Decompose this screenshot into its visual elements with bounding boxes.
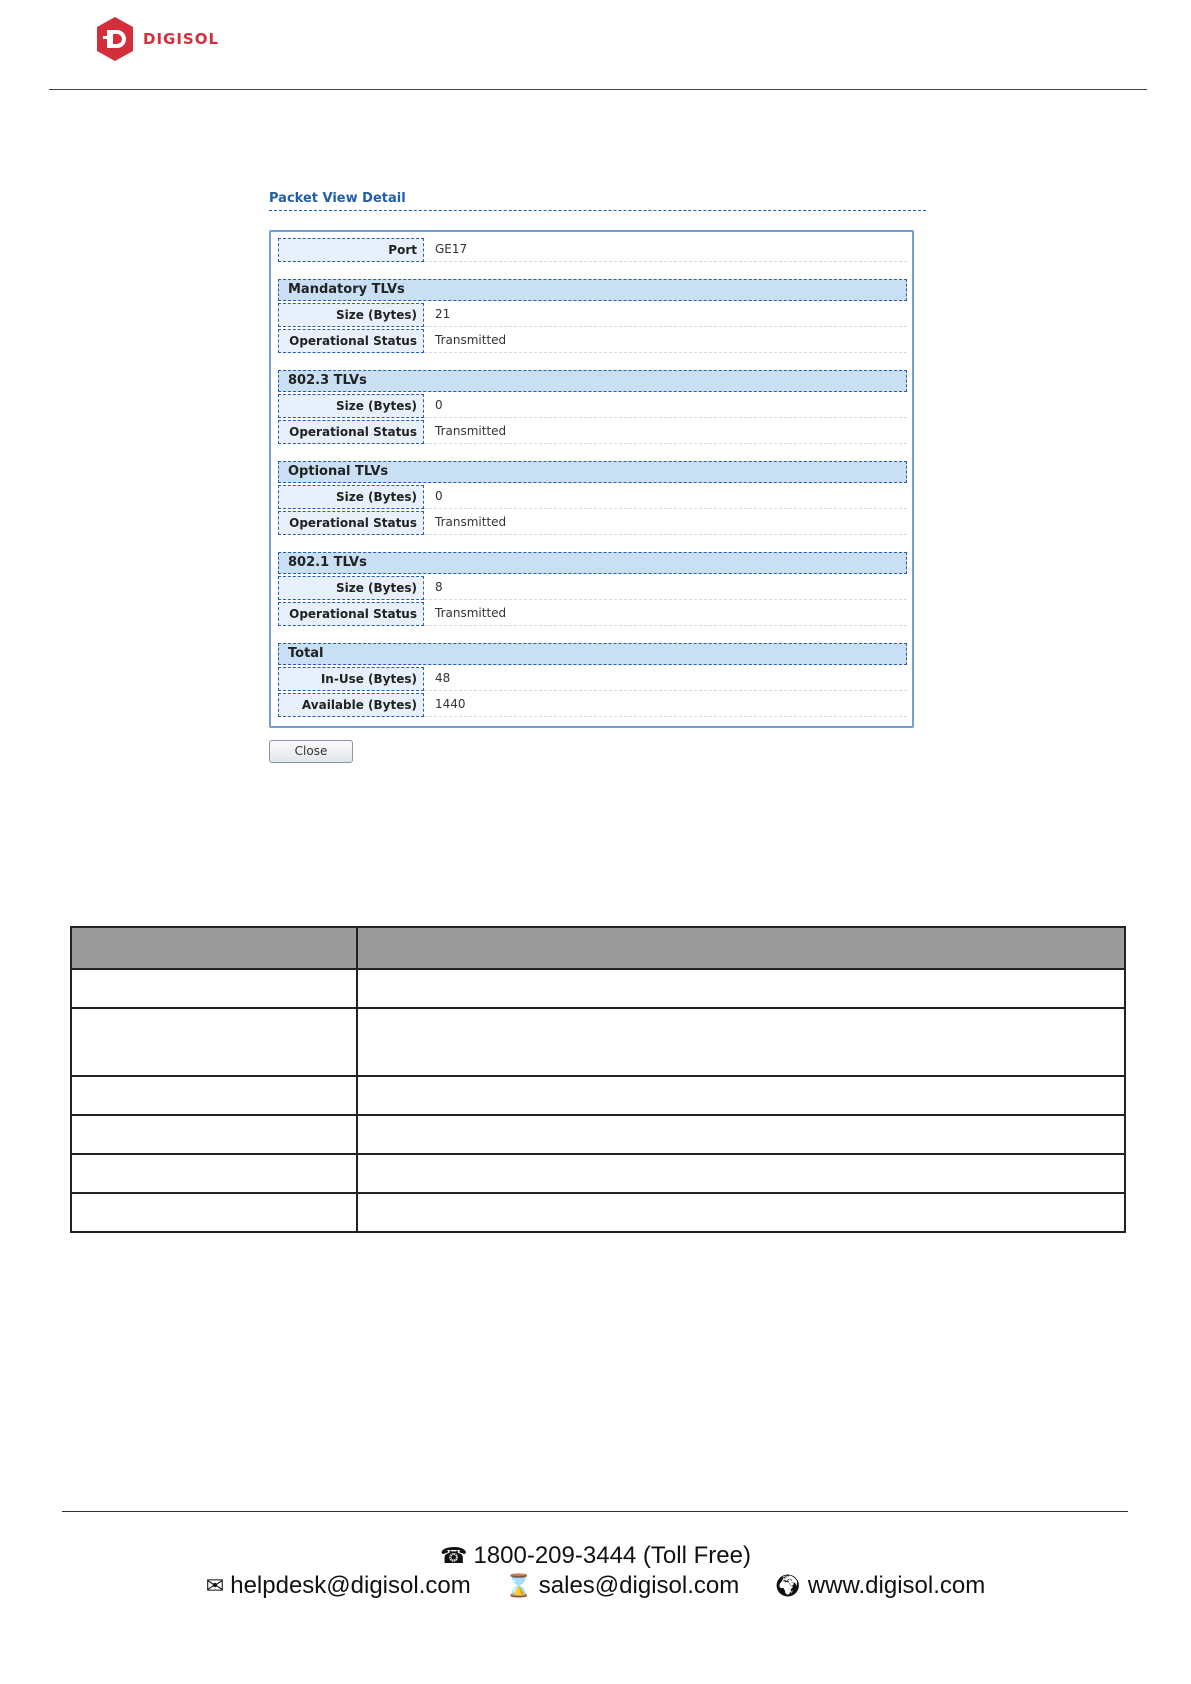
footer-divider <box>62 1511 1128 1512</box>
digisol-logo <box>95 16 219 62</box>
table-cell <box>71 969 357 1008</box>
table-cell <box>357 1008 1125 1076</box>
8021-status-row <box>278 602 907 626</box>
packet-view-panel <box>269 230 914 728</box>
row-label: Size (Bytes) <box>278 303 424 327</box>
table-cell <box>357 1076 1125 1115</box>
table-cell <box>357 1154 1125 1193</box>
section-optional-tlvs: Optional TLVs <box>278 461 907 483</box>
row-value: 0 <box>424 485 907 509</box>
mandatory-status-row <box>278 329 907 353</box>
sales-item[interactable] <box>505 1572 739 1599</box>
row-label: Size (Bytes) <box>278 576 424 600</box>
row-value: Transmitted <box>424 420 907 444</box>
table-row <box>71 1008 1125 1076</box>
row-label: Operational Status <box>278 329 424 353</box>
port-label: Port <box>278 238 424 262</box>
table-cell <box>357 1115 1125 1154</box>
row-value: 0 <box>424 394 907 418</box>
port-value: GE17 <box>424 238 907 262</box>
row-value: 48 <box>424 667 907 691</box>
row-label: Size (Bytes) <box>278 394 424 418</box>
total-available-row <box>278 693 907 717</box>
helpdesk-item[interactable] <box>206 1572 471 1599</box>
panel-title: Packet View Detail <box>269 191 406 206</box>
phone-icon: ☎ <box>440 1543 468 1568</box>
table-cell <box>71 1076 357 1115</box>
row-label: Size (Bytes) <box>278 485 424 509</box>
total-inuse-row <box>278 667 907 691</box>
row-value: 21 <box>424 303 907 327</box>
description-table <box>70 926 1126 1233</box>
row-value: Transmitted <box>424 602 907 626</box>
table-row <box>71 1193 1125 1232</box>
table-row <box>71 969 1125 1008</box>
helpdesk-email[interactable]: helpdesk@digisol.com <box>230 1572 471 1599</box>
footer-contact-line <box>0 1572 1191 1600</box>
row-label: Operational Status <box>278 511 424 535</box>
table-cell <box>71 1008 357 1076</box>
table-cell <box>71 1115 357 1154</box>
globe-icon: 🌍︎ <box>773 1573 802 1598</box>
footer-phone-line <box>0 1542 1191 1570</box>
8023-size-row <box>278 394 907 418</box>
table-cell <box>357 1193 1125 1232</box>
table-header-row <box>71 927 1125 969</box>
8023-status-row <box>278 420 907 444</box>
table-row <box>71 1154 1125 1193</box>
phone-number: 1800-209-3444 (Toll Free) <box>473 1542 751 1569</box>
section-total: Total <box>278 643 907 665</box>
hourglass-icon: ⌛ <box>505 1573 533 1598</box>
brand-name: DIGISOL <box>143 30 220 48</box>
row-label: In-Use (Bytes) <box>278 667 424 691</box>
table-cell <box>357 969 1125 1008</box>
mail-icon: ✉ <box>205 1573 225 1598</box>
table-cell <box>71 1193 357 1232</box>
section-802-3-tlvs: 802.3 TLVs <box>278 370 907 392</box>
close-button[interactable]: Close <box>269 740 353 763</box>
row-value: Transmitted <box>424 511 907 535</box>
table-header-cell <box>357 927 1125 969</box>
table-row <box>71 1076 1125 1115</box>
section-802-1-tlvs: 802.1 TLVs <box>278 552 907 574</box>
section-mandatory-tlvs: Mandatory TLVs <box>278 279 907 301</box>
website-link[interactable]: www.digisol.com <box>807 1572 986 1599</box>
mandatory-size-row <box>278 303 907 327</box>
digisol-logo-icon <box>95 16 135 62</box>
table-header-cell <box>71 927 357 969</box>
row-label: Operational Status <box>278 602 424 626</box>
row-label: Available (Bytes) <box>278 693 424 717</box>
optional-status-row <box>278 511 907 535</box>
row-label: Operational Status <box>278 420 424 444</box>
website-item[interactable] <box>774 1572 985 1599</box>
row-value: Transmitted <box>424 329 907 353</box>
row-value: 1440 <box>424 693 907 717</box>
port-row <box>278 238 907 262</box>
optional-size-row <box>278 485 907 509</box>
sales-email[interactable]: sales@digisol.com <box>538 1572 740 1599</box>
row-value: 8 <box>424 576 907 600</box>
table-cell <box>71 1154 357 1193</box>
table-row <box>71 1115 1125 1154</box>
header-divider <box>49 89 1147 90</box>
8021-size-row <box>278 576 907 600</box>
panel-title-divider <box>269 210 926 211</box>
